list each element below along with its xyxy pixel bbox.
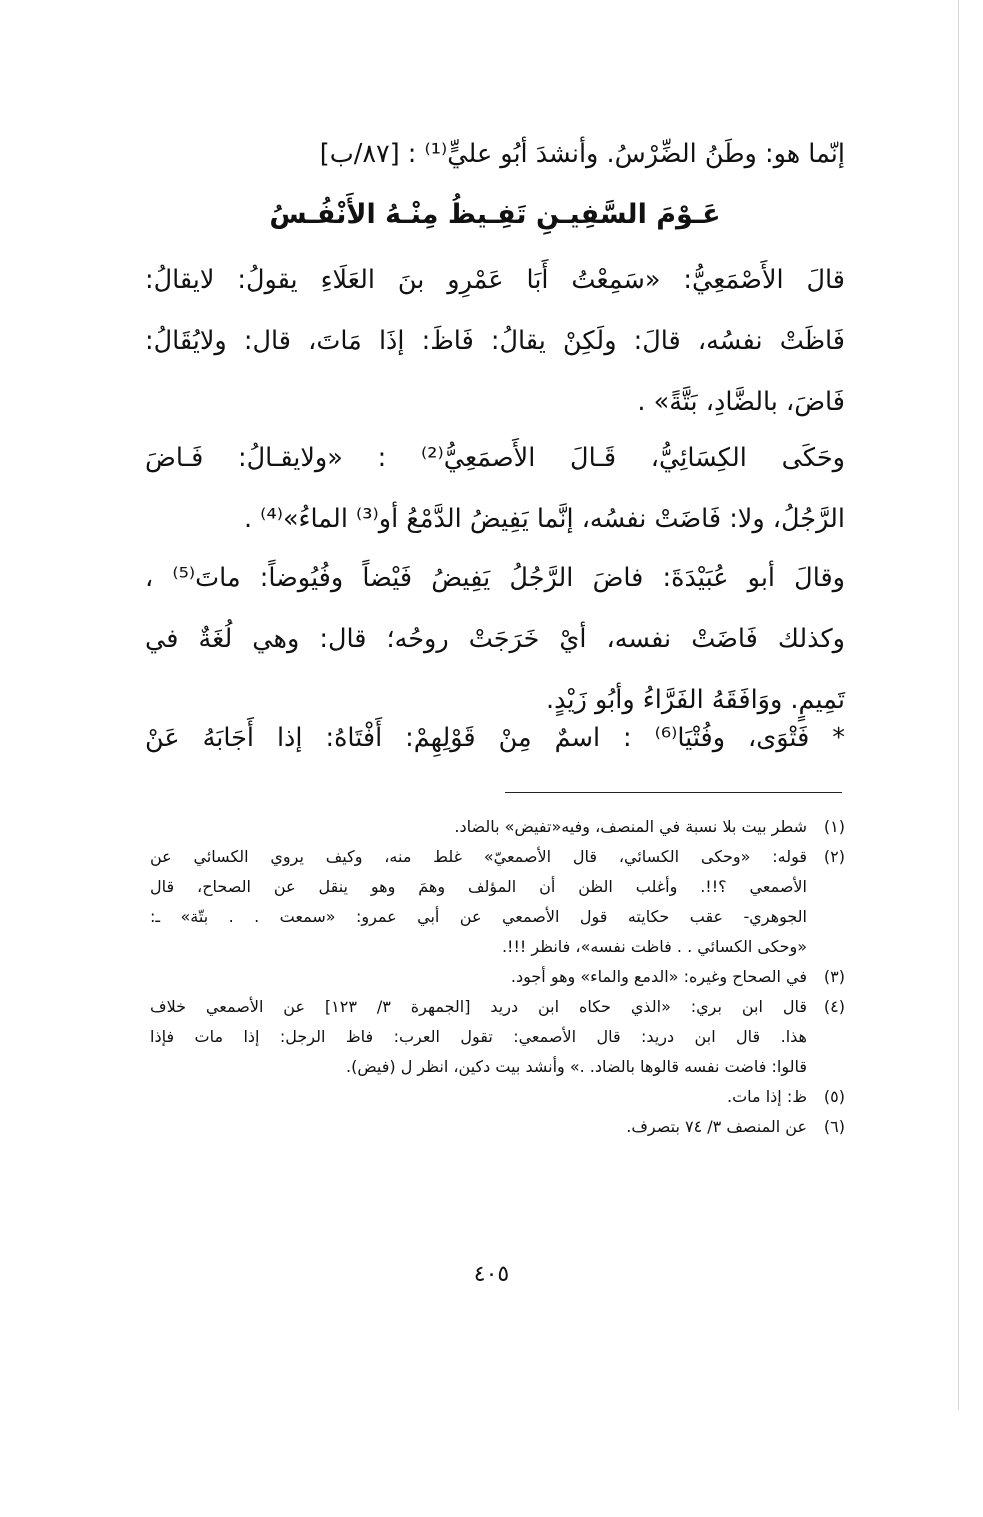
footnote-line: قال ابن بري: «الذي حكاه ابن دريد [الجمهرة ٣/ ١٢٣] عن الأصمعي خلاف xyxy=(150,997,807,1016)
footnote-line: الأصمعي ؟!!. وأغلب الظن أن المؤلف وهمَ وهو ينقل عن الصحاح، قال xyxy=(150,877,807,896)
paragraph-2 xyxy=(145,250,845,433)
scan-edge-line xyxy=(958,0,959,1410)
footnote-6 xyxy=(150,1112,845,1142)
paragraph-1 xyxy=(145,124,845,185)
footnote-text xyxy=(150,1082,807,1112)
footnote-text xyxy=(150,992,807,1082)
footnote-text xyxy=(150,842,807,962)
body-line: وقالَ أبو عُبَيْدَةَ: فاضَ الرَّجُلُ يَفِيضُ فَيْضاً وفُيُوضاً: ماتَ⁽⁵⁾ ، xyxy=(145,563,845,593)
footnote-number: (٣) xyxy=(823,967,845,986)
body-line: * فَتْوَى، وفُتْيَا⁽⁶⁾ : اسمٌ مِنْ قَوْلِهِمْ: أَفْتَاهُ: إذا أَجَابَهُ عَنْ xyxy=(145,723,845,753)
footnote-line: هذا. قال ابن دريد: قال الأصمعي: تقول العرب: فاظ الرجل: إذا مات فإذا xyxy=(150,1027,807,1046)
footnote-5 xyxy=(150,1082,845,1112)
paragraph-3 xyxy=(145,428,845,550)
footnote-line: في الصحاح وغيره: «الدمع والماء» وهو أجود. xyxy=(510,967,807,986)
body-line: الرَّجُلُ، ولا: فَاضَتْ نفسُه، إنَّما يَفِيضُ الدَّمْعُ أو⁽³⁾ الماءُ»⁽⁴⁾ . xyxy=(243,504,845,534)
footnote-text xyxy=(150,1112,807,1142)
footnote-1 xyxy=(150,812,845,842)
footnote-line: قوله: «وحكى الكسائي، قال الأصمعيّ» غلط منه، وكيف يروي الكسائي عن xyxy=(150,847,807,866)
footnote-number: (٥) xyxy=(823,1087,845,1106)
footnotes xyxy=(150,812,845,1142)
footnote-4 xyxy=(150,992,845,1082)
footnote-separator xyxy=(505,792,842,793)
body-line: فَاضَ، بالضَّادِ، بَتَّةً» . xyxy=(637,387,845,417)
footnote-text xyxy=(150,812,807,842)
footnote-line: عن المنصف ٣/ ٧٤ بتصرف. xyxy=(626,1117,807,1136)
footnote-number: (٤) xyxy=(823,997,845,1016)
footnote-2 xyxy=(150,842,845,962)
footnote-number: (١) xyxy=(823,817,845,836)
body-line: وكذلك فَاضَتْ نفسه، أيْ خَرَجَتْ روحُه؛ قال: وهي لُغَةٌ في xyxy=(145,624,845,654)
body-line: قالَ الأَصْمَعِيُّ: «سَمِعْتُ أَبَا عَمْرِو بنَ العَلَاءِ يقولُ: لايقالُ: xyxy=(145,265,845,295)
body-line: تَمِيمٍ. ووَافَقَهُ الفَرَّاءُ وأبُو زَيْدٍ. xyxy=(546,685,845,715)
paragraph-5 xyxy=(145,708,845,769)
body-line: وحَكَى الكِسَائِيُّ، قَـالَ الأَصمَعِيُّ⁽²⁾ : «ولايقـالُ: فَـاضَ xyxy=(145,443,845,473)
body-line: إنّما هو: وطَنُ الضِّرْسُ. وأنشدَ أبُو عليٍّ⁽¹⁾ : [٨٧/ب] xyxy=(319,139,845,169)
page-number: ٤٠٥ xyxy=(473,1262,510,1287)
footnote-number: (٢) xyxy=(823,847,845,866)
footnote-line: شطر بيت بلا نسبة في المنصف، وفيه«تفيض» بالضاد. xyxy=(454,817,807,836)
body-line: فَاظَتْ نفسُه، قالَ: ولَكِنْ يقالُ: فَاظَ: إذَا مَاتَ، قال: ولايُقَالُ: xyxy=(145,326,845,356)
footnote-line: الجوهري- عقب حكايته قول الأصمعي عن أبي عمرو: «سمعت . . بتّة» ـ: xyxy=(150,907,807,926)
footnote-line: ظ: إذا مات. xyxy=(727,1087,807,1106)
footnote-line: قالوا: فاضت نفسه قالوها بالضاد. .» وأنشد بيت دكين، انظر ل (فيض). xyxy=(345,1057,807,1076)
paragraph-4 xyxy=(145,548,845,731)
poetry-verse: عَـوْمَ السَّفِيـنِ تَفِـيظُ مِنْـهُ الأَنْفُـسُ xyxy=(269,199,721,230)
footnote-number: (٦) xyxy=(823,1117,845,1136)
footnote-text xyxy=(150,962,807,992)
footnote-line: «وحكى الكسائي . . فاظت نفسه»، فانظر !!!. xyxy=(501,937,807,956)
footnote-3 xyxy=(150,962,845,992)
